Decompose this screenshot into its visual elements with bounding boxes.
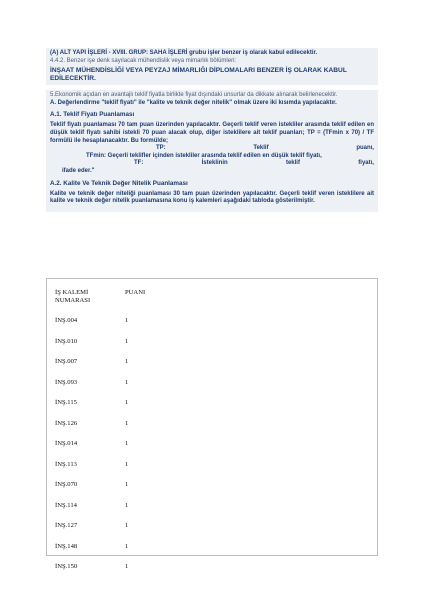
table-row (53, 336, 175, 357)
item-score: 1 (125, 501, 129, 509)
item-score: 1 (125, 378, 129, 386)
section-5-a: A. Değerlendirme "teklif fiyatı" ile "kalite ve teknik değer nitelik" olmak üzere iki kısımda yapılacaktır. (50, 99, 337, 106)
item-code: İNŞ.113 (55, 460, 77, 468)
table-row (53, 418, 175, 439)
table-row (53, 315, 175, 336)
tp-word-teklif: Teklif (253, 145, 269, 152)
evaluation-block (46, 90, 378, 212)
table-row (53, 459, 175, 480)
score-table-frame (46, 278, 378, 570)
tf-word-isteklinin: İsteklinin (201, 160, 228, 167)
item-score: 1 (125, 481, 129, 488)
a2-title: A.2. Kalite Ve Teknik Değer Nitelik Puanlaması (50, 179, 188, 187)
item-code: İNŞ.007 (55, 358, 78, 365)
table-header-row (53, 289, 175, 315)
header-is-kalemi (53, 289, 125, 315)
section-5-intro: 5.Ekonomik açıdan en avantajlı teklif fiyatla birlikte fiyat dışındaki unsurlar da dikkate alınarak belirlenecektir. (50, 92, 338, 99)
item-code: İNŞ.150 (55, 563, 78, 570)
table-row (53, 561, 175, 582)
tfmin-text: TFmin: Geçerli teklifler içinden istekliler arasında teklif edilen en düşük teklif fiyatı, (86, 152, 322, 159)
tf-label: TF: (134, 160, 144, 167)
item-score: 1 (125, 358, 129, 365)
item-score: 1 (125, 563, 129, 570)
header-is-kalemi-line1: İŞ KALEMİ (55, 289, 89, 296)
formula-tp-row (50, 145, 374, 153)
a1-body: Teklif fiyatı puanlaması 70 tam puan üzerinden yapılacaktır. Geçerli teklif veren istekliler arasında teklif edilen en düşük teklif fiyatı sahibi istekli 70 puan alacak olup, diğer isteklilere ait teklif puanları; TP = (TFmin x 70) / TF formülü ile hesaplanacaktır. Bu formülde; (50, 122, 374, 144)
item-score: 1 (125, 399, 129, 406)
item-code: İNŞ.070 (55, 481, 78, 488)
item-code: İNŞ.093 (55, 378, 78, 386)
tp-label: TP: (156, 145, 166, 152)
ifade-eder-text: ifade eder." (62, 167, 95, 174)
table-row (53, 377, 175, 398)
a1-title: A.1. Teklif Fiyatı Puanlaması (50, 111, 135, 119)
benzer-is-line: (A) ALT YAPI İŞLERİ - XVIII. GRUP: SAHA İŞLERİ grubu işler benzer iş olarak kabul edilecektir. (50, 50, 318, 56)
table-row (53, 438, 175, 459)
document-body (46, 48, 378, 217)
formula-tf-row (50, 160, 374, 168)
item-code: İNŞ.010 (55, 337, 78, 345)
table-row (53, 479, 175, 500)
table-row (53, 397, 175, 418)
tf-word-fiyati: fiyatı, (358, 160, 374, 167)
table-row (53, 356, 175, 377)
item-code: İNŞ.148 (55, 542, 78, 550)
section-4-4-2-line: 4.4.2. Benzer işe denk sayılacak mühendislik veya mimarlık bölümleri: (50, 57, 237, 64)
a2-body: Kalite ve teknik değer niteliği puanlaması 30 tam puan üzerinden yapılacaktır. Geçerli teklif veren isteklilere ait kalite ve teknik değer nitelik puanlamasına konu iş kalemleri aşağıdaki tabloda gösterilmiştir. (50, 190, 374, 205)
header-is-kalemi-line2: NUMARASI (55, 297, 91, 304)
diploma-line: İNŞAAT MÜHENDİSLİĞİ VEYA PEYZAJ MİMARLIĞI DİPLOMALARI BENZER İŞ OLARAK KABUL EDİLECEKTİR. (50, 67, 347, 83)
item-score: 1 (125, 337, 129, 345)
item-score: 1 (125, 419, 129, 427)
table-row (53, 541, 175, 562)
item-score: 1 (125, 522, 129, 529)
item-code: İNŞ.014 (55, 440, 78, 447)
header-puani: PUANI (125, 289, 146, 296)
tf-word-teklif: teklif (285, 160, 300, 167)
intro-block (46, 48, 378, 85)
item-score: 1 (125, 317, 129, 324)
item-score: 1 (125, 542, 129, 550)
table-row (53, 520, 175, 541)
item-code: İNŞ.126 (55, 419, 78, 427)
table-row (53, 500, 175, 521)
item-score: 1 (125, 460, 129, 468)
tp-word-puani: puanı, (356, 145, 374, 152)
item-code: İNŞ.114 (55, 501, 77, 509)
formula-ifade-row (50, 168, 374, 176)
item-code: İNŞ.127 (55, 522, 78, 529)
item-code: İNŞ.004 (55, 317, 78, 324)
score-table (53, 289, 175, 582)
item-code: İNŞ.115 (55, 399, 77, 406)
item-score: 1 (125, 440, 129, 447)
